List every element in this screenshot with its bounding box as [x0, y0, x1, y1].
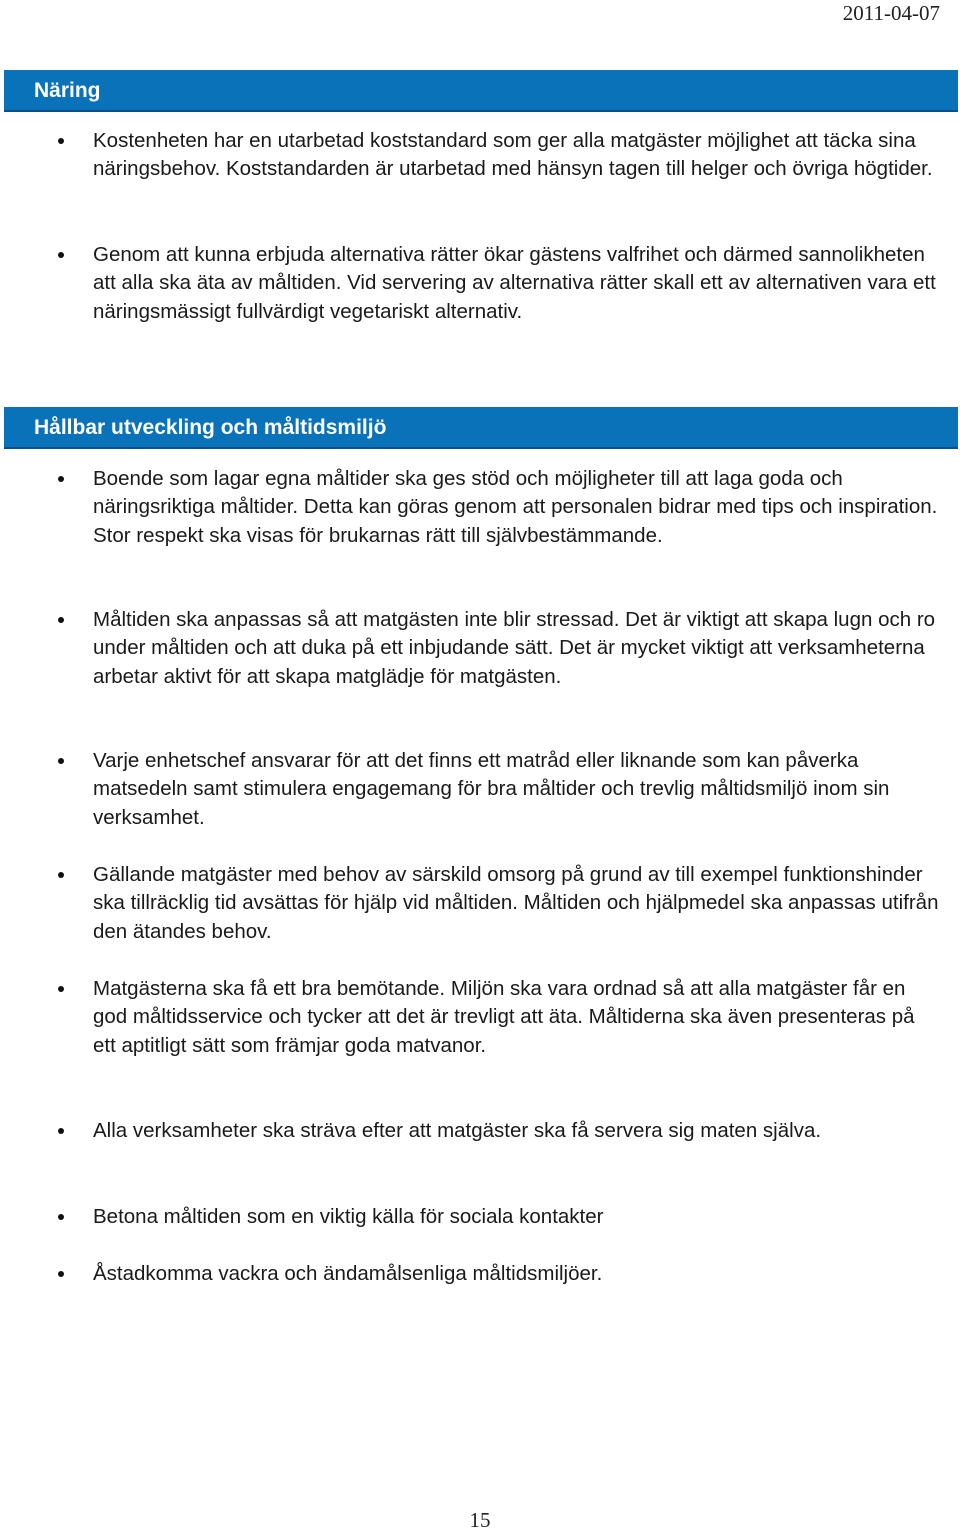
list-item-text: Gällande matgäster med behov av särskild omsorg på grund av till exempel funktionshinder ska tillräcklig tid avsättas för hjälp vid måltiden. Måltiden och hjälpmedel ska anpassas utifrån den ätandes behov. [93, 863, 939, 943]
bullet-icon [58, 252, 64, 258]
list-item [93, 241, 943, 326]
list-item-text: Boende som lagar egna måltider ska ges stöd och möjligheter till att laga goda och näringsriktiga måltider. Detta kan göras genom att personalen bidrar med tips och inspiration. Stor respekt ska visas för brukarnas rätt till självbestämmande. [93, 467, 938, 547]
bullet-icon [58, 476, 64, 482]
list-item [93, 861, 943, 946]
bullet-icon [58, 1128, 64, 1134]
bullet-icon [58, 138, 64, 144]
section-title: Hållbar utveckling och måltidsmiljö [34, 416, 387, 439]
list-item-text: Alla verksamheter ska sträva efter att matgäster ska få servera sig maten själva. [93, 1119, 822, 1142]
list-item [93, 1117, 943, 1145]
list-item-text: Måltiden ska anpassas så att matgästen inte blir stressad. Det är viktigt att skapa lugn och ro under måltiden och att duka på ett inbjudande sätt. Det är mycket viktigt att verksamheterna arbetar aktivt för att skapa matglädje för matgästen. [93, 608, 936, 688]
list-item-text: Betona måltiden som en viktig källa för sociala kontakter [93, 1205, 604, 1228]
list-item [93, 606, 943, 691]
list-item [93, 1203, 943, 1231]
list-item-text: Varje enhetschef ansvarar för att det finns ett matråd eller liknande som kan påverka matsedeln samt stimulera engagemang för bra måltider och trevlig måltidsmiljö inom sin verksamhet. [93, 749, 890, 829]
list-item [93, 1260, 943, 1288]
document-date: 2011-04-07 [842, 1, 940, 25]
list-item [93, 747, 943, 832]
bullet-icon [58, 1271, 64, 1277]
list-item-text: Genom att kunna erbjuda alternativa rätter ökar gästens valfrihet och därmed sannolikheten att alla ska äta av måltiden. Vid servering av alternativa rätter skall ett av alternativen vara ett näringsmässigt fullvärdigt vegetariskt alternativ. [93, 243, 936, 323]
list-item [93, 465, 943, 550]
list-item-text: Åstadkomma vackra och ändamålsenliga måltidsmiljöer. [93, 1262, 603, 1285]
section-header-hallbar [4, 407, 958, 449]
page-number: 15 [469, 1508, 491, 1532]
bullet-icon [58, 617, 64, 623]
bullet-icon [58, 872, 64, 878]
bullet-icon [58, 986, 64, 992]
bullet-icon [58, 1214, 64, 1220]
list-item-text: Kostenheten har en utarbetad koststandard som ger alla matgäster möjlighet att täcka sina näringsbehov. Koststandarden är utarbetad med hänsyn tagen till helger och övriga högtider. [93, 129, 933, 181]
section-header-naring [4, 70, 958, 112]
bullet-icon [58, 758, 64, 764]
list-item [93, 127, 943, 184]
list-item-text: Matgästerna ska få ett bra bemötande. Miljön ska vara ordnad så att alla matgäster får en god måltidsservice och tycker att det är trevligt att äta. Måltiderna ska även presenteras på ett aptitligt sätt som främjar goda matvanor. [93, 977, 915, 1057]
list-item [93, 975, 943, 1060]
section-title: Näring [34, 79, 101, 102]
